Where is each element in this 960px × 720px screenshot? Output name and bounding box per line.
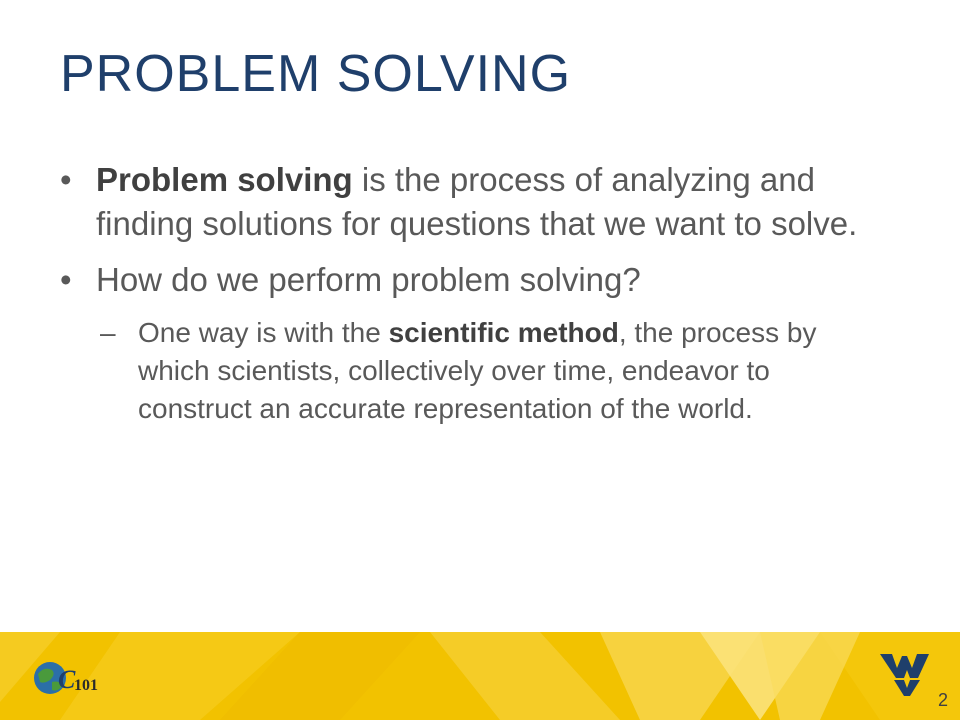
sub-bullet-suffix: , the process by which scientists, collectively over time, endeavor to construct an accurate representation of the world. bbox=[138, 317, 817, 424]
logo-number: 101 bbox=[74, 677, 98, 694]
cs101-logo bbox=[30, 652, 100, 704]
page-number: 2 bbox=[938, 690, 949, 710]
globe-icon bbox=[30, 652, 100, 704]
slide-title: PROBLEM SOLVING bbox=[60, 45, 572, 103]
wv-icon bbox=[880, 650, 934, 698]
logo-letter: C bbox=[58, 665, 76, 694]
sub-bullet-item bbox=[100, 314, 890, 428]
bullet-text: How do we perform problem solving? bbox=[96, 261, 641, 298]
bullet-bold-term: Problem solving bbox=[96, 161, 353, 198]
sub-bullet-bold-term: scientific method bbox=[388, 317, 619, 348]
bullet-marker: • bbox=[60, 261, 72, 298]
bullet-text: is the process of analyzing and finding solutions for questions that we want to solve. bbox=[96, 161, 858, 242]
sub-bullet-marker: – bbox=[100, 317, 116, 348]
footer-band bbox=[0, 632, 960, 720]
bullet-marker: • bbox=[60, 161, 72, 198]
flying-wv-logo bbox=[880, 650, 934, 698]
bullet-item bbox=[60, 258, 890, 302]
sub-bullet-prefix: One way is with the bbox=[138, 317, 389, 348]
slide-body bbox=[60, 158, 890, 428]
footer-pattern bbox=[0, 632, 960, 720]
bullet-item bbox=[60, 158, 890, 246]
